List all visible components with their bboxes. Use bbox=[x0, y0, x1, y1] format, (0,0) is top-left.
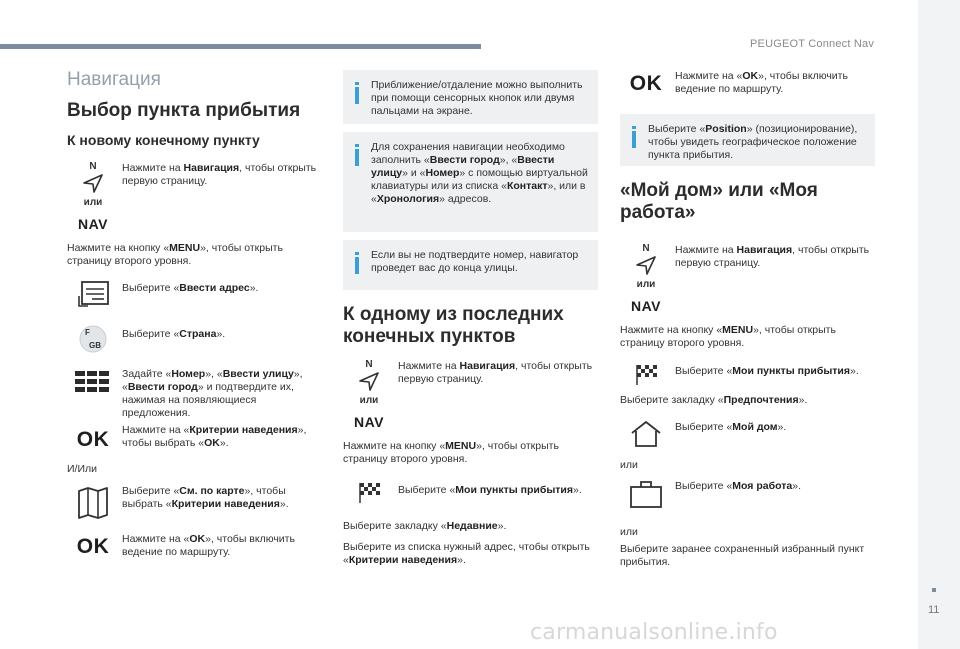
or-label-2: или bbox=[620, 526, 638, 538]
step-my-destinations bbox=[620, 360, 875, 388]
ok-button-label: OK bbox=[76, 428, 110, 451]
checkered-flag-icon bbox=[354, 478, 384, 506]
section-title-home-work: «Мой дом» или «Моя работа» bbox=[620, 180, 818, 223]
info-icon bbox=[355, 82, 359, 104]
step-6-text: Выберите «Мой дом». bbox=[675, 421, 787, 433]
step-my-destinations bbox=[343, 478, 598, 506]
step-5-text: Выберите закладку «Предпочтения». bbox=[620, 394, 808, 406]
column-3 bbox=[620, 70, 875, 569]
step-enter-address bbox=[67, 278, 317, 308]
step-7-text: Выберите «Моя работа». bbox=[675, 480, 801, 492]
or-label: или bbox=[359, 395, 379, 406]
or-label: или bbox=[636, 279, 656, 290]
step-2-text: Нажмите на кнопку «MENU», чтобы открыть страницу второго уровня. bbox=[343, 440, 559, 465]
navigation-arrow-icon bbox=[356, 370, 382, 392]
or-label-1: или bbox=[620, 459, 638, 471]
step-8-text: Выберите заранее сохраненный избранный пункт прибытия. bbox=[620, 543, 865, 568]
step-3-text: Выберите «Мои пункты прибытия». bbox=[398, 484, 582, 496]
page-title: Выбор пункта прибытия bbox=[67, 100, 301, 121]
ok-button-label: OK bbox=[76, 535, 110, 558]
info-icon bbox=[355, 144, 359, 166]
step-map bbox=[67, 485, 317, 521]
map-icon bbox=[75, 485, 111, 521]
step-criteria bbox=[67, 424, 317, 452]
north-letter: N bbox=[642, 243, 650, 254]
step-navigation bbox=[620, 244, 875, 314]
step-start-guidance bbox=[67, 533, 317, 559]
navigation-arrow-icon bbox=[633, 254, 659, 276]
info-icon bbox=[355, 252, 359, 274]
step-navigation bbox=[67, 162, 317, 232]
watermark: carmanualsonline.info bbox=[530, 620, 778, 645]
country-code-bottom: GB bbox=[89, 341, 101, 350]
step-8-text: Нажмите на «OK», чтобы включить ведение по маршруту. bbox=[122, 533, 295, 558]
nav-icon-group bbox=[67, 162, 119, 232]
page-margin-band bbox=[918, 0, 960, 649]
checkered-flag-icon bbox=[631, 360, 661, 388]
step-5-text: Задайте «Номер», «Ввести улицу», «Ввести город» и подтвердите их, нажимая на появляющиеся предложения. bbox=[122, 368, 303, 419]
briefcase-icon bbox=[627, 478, 665, 510]
step-my-home bbox=[620, 419, 875, 449]
nav-button-label: NAV bbox=[353, 414, 385, 430]
step-5-text: Выберите из списка нужный адрес, чтобы открыть «Критерии наведения». bbox=[343, 541, 590, 566]
info-box-save: Для сохранения навигации необходимо заполнить «Ввести город», «Ввести улицу» и «Номер» с помощью виртуальной клавиатуры или из списка «Контакт», или в «Хронология» адресов. bbox=[343, 132, 598, 232]
step-street bbox=[67, 368, 317, 420]
step-7-text: Выберите «См. по карте», чтобы выбрать «Критерии наведения». bbox=[122, 485, 289, 510]
step-my-work bbox=[620, 478, 875, 510]
info-icon bbox=[632, 126, 636, 148]
info-box-number: Если вы не подтвердите номер, навигатор проведет вас до конца улицы. bbox=[343, 240, 598, 290]
header-rule bbox=[0, 44, 481, 49]
step-3-text: Выберите «Ввести адрес». bbox=[122, 282, 259, 294]
navigation-arrow-icon bbox=[80, 172, 106, 194]
column-2 bbox=[343, 70, 598, 567]
step-6-text: Нажмите на «Критерии наведения», чтобы выбрать «OK». bbox=[122, 424, 307, 449]
step-4-text: Выберите закладку «Недавние». bbox=[343, 520, 507, 532]
info-box-zoom: Приближение/отдаление можно выполнить при помощи сенсорных кнопок или двумя пальцами на экране. bbox=[343, 70, 598, 124]
step-1-text: Нажмите на Навигация, чтобы открыть первую страницу. bbox=[122, 162, 317, 187]
address-keyboard-icon bbox=[76, 278, 110, 308]
column-1 bbox=[67, 60, 317, 559]
step-start-guidance bbox=[620, 70, 875, 96]
step-1-text: Нажмите на «OK», чтобы включить ведение по маршруту. bbox=[675, 70, 848, 95]
nav-button-label: NAV bbox=[77, 216, 109, 232]
north-letter: N bbox=[89, 161, 97, 172]
step-4-text: Выберите «Страна». bbox=[122, 328, 226, 340]
page-number: 11 bbox=[928, 604, 940, 616]
step-2-text: Нажмите на кнопку «MENU», чтобы открыть страницу второго уровня. bbox=[67, 242, 283, 267]
north-letter: N bbox=[365, 359, 373, 370]
and-or-label: И/Или bbox=[67, 463, 98, 475]
brand-header: PEUGEOT Connect Nav bbox=[750, 38, 875, 50]
info-box-position: Выберите «Position» (позиционирование), чтобы увидеть географическое положение пункта прибытия. bbox=[620, 114, 875, 166]
step-3-text: Нажмите на кнопку «MENU», чтобы открыть страницу второго уровня. bbox=[620, 324, 836, 349]
step-navigation bbox=[343, 360, 598, 430]
section-title-recent: К одному из последних конечных пунктов bbox=[343, 304, 564, 347]
step-4-text: Выберите «Мои пункты прибытия». bbox=[675, 365, 859, 377]
or-label: или bbox=[83, 197, 103, 208]
country-flag-icon bbox=[76, 322, 110, 354]
step-1-text: Нажмите на Навигация, чтобы открыть первую страницу. bbox=[398, 360, 593, 385]
home-icon bbox=[628, 419, 664, 449]
nav-button-label: NAV bbox=[630, 298, 662, 314]
section-title: Навигация bbox=[67, 69, 161, 90]
step-2-text: Нажмите на Навигация, чтобы открыть первую страницу. bbox=[675, 244, 870, 269]
ok-button-label: OK bbox=[629, 72, 663, 95]
keyboard-grid-icon bbox=[73, 368, 113, 396]
country-code-top: F bbox=[85, 328, 90, 337]
subtitle-new-destination: К новому конечному пункту bbox=[67, 132, 260, 148]
page-marker bbox=[932, 588, 936, 592]
step-country bbox=[67, 322, 317, 354]
